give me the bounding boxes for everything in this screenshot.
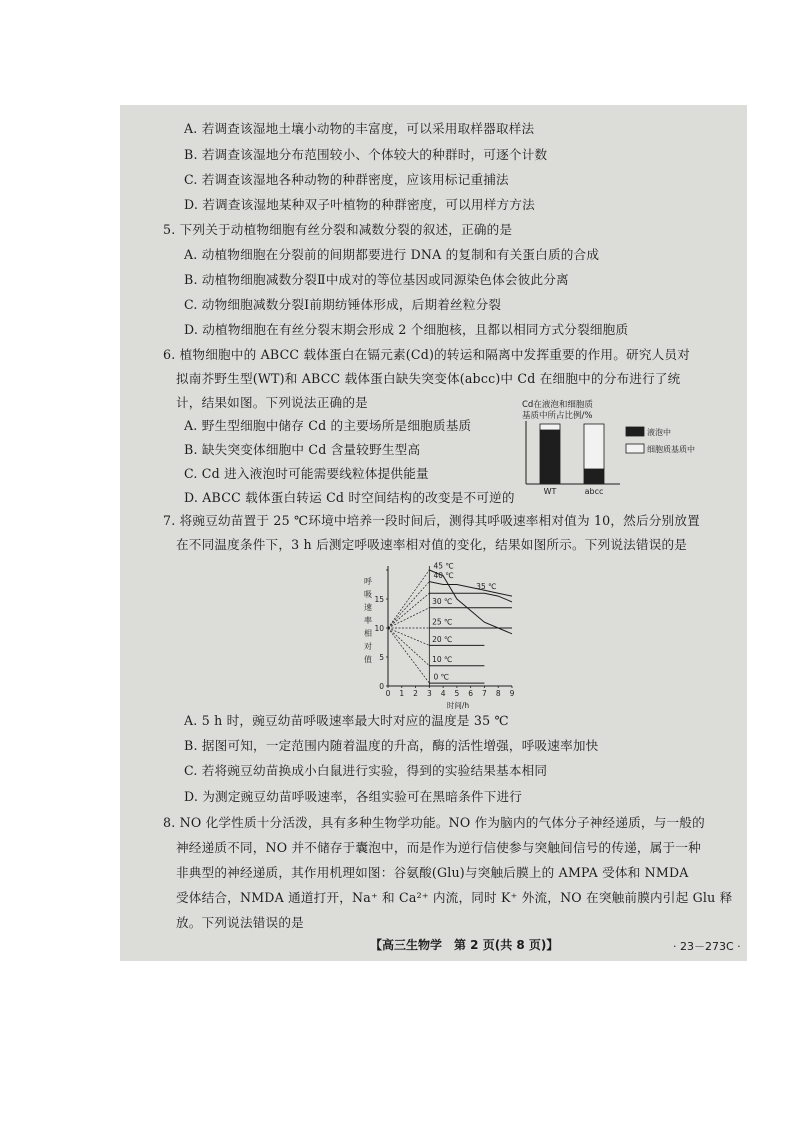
y-tick-label-5: 5: [379, 653, 384, 662]
exam-code: · 23－273C ·: [673, 940, 741, 953]
q4-option-b: B. 若调查该湿地分布范围较小、个体较大的种群时，可逐个计数: [184, 147, 548, 162]
legend-label-1: 细胞质基质中: [647, 445, 695, 454]
q4-option-c: C. 若调查该湿地各种动物的种群密度，应该用标记重捕法: [184, 172, 509, 187]
legend-swatch-1: [626, 444, 644, 453]
q8-stem-line-2: 神经递质不同，NO 并不储存于囊泡中，而是作为逆行信使参与突触间信号的传递，属于一种: [176, 840, 701, 855]
series-label-5: 20 ℃: [432, 634, 453, 644]
chart7-x-label: 时间/h: [446, 701, 470, 710]
chart6-x-labels: [544, 487, 604, 496]
legend-label-0: 液泡中: [647, 428, 671, 437]
q6-stem-line-3: 计，结果如图。下列说法正确的是: [176, 395, 368, 410]
q4-option-a: A. 若调查该湿地土壤小动物的丰富度，可以采用取样器取样法: [184, 121, 535, 136]
q6-option-d: D. ABCC 载体蛋白转运 Cd 时空间结构的改变是不可逆的: [184, 490, 515, 505]
q5-option-b: B. 动植物细胞减数分裂Ⅱ中成对的等位基因或同源染色体会彼此分离: [184, 272, 569, 287]
q6-stem-line-1: 6. 植物细胞中的 ABCC 载体蛋白在镉元素(Cd)的转运和隔离中发挥重要的作用。研究人员对: [163, 347, 690, 362]
dashed-6: [388, 628, 429, 666]
y-label-char-0: 呼: [364, 577, 372, 586]
y-label-char-4: 相: [364, 629, 372, 638]
bar-abcc-1: [584, 424, 604, 469]
q8-stem-line-3: 非典型的神经递质，其作用机理如图：谷氨酸(Glu)与突触后膜上的 AMPA 受体和 NMDA: [176, 865, 689, 880]
series-label-3: 30 ℃: [432, 597, 453, 607]
x-tick-label-0: 0: [385, 689, 391, 698]
series-line-1: [429, 582, 512, 597]
series-label-7: 0 ℃: [433, 672, 450, 682]
q6-option-b: B. 缺失突变体细胞中 Cd 含量较野生型高: [184, 442, 421, 457]
y-tick-label-15: 15: [374, 595, 384, 604]
y-label-char-1: 吸: [364, 590, 372, 599]
series-label-0: 45 ℃: [433, 561, 454, 571]
q6-option-c: C. Cd 进入液泡时可能需要线粒体提供能量: [184, 466, 429, 481]
dashed-1: [388, 582, 429, 628]
chart6-bars: [540, 424, 604, 484]
y-label-char-2: 速: [364, 603, 372, 612]
q7-option-a: A. 5 h 时，豌豆幼苗呼吸速率最大时对应的温度是 35 ℃: [184, 713, 509, 728]
x-tick-label-4: 4: [440, 689, 446, 698]
x-tick-label-5: 5: [454, 689, 460, 698]
x-tick-label-3: 3: [426, 689, 432, 698]
x-label-abcc: abcc: [584, 487, 604, 496]
bar-WT-0: [540, 430, 560, 484]
y-label-char-3: 率: [364, 616, 372, 625]
chart6-legend: [626, 427, 695, 454]
cd-distribution-chart: [512, 397, 732, 497]
q5-option-a: A. 动植物细胞在分裂前的间期都要进行 DNA 的复制和有关蛋白质的合成: [184, 247, 600, 262]
chart6-title-line-2: 基质中所占比例/%: [522, 411, 593, 421]
q5-option-c: C. 动物细胞减数分裂Ⅰ前期纺锤体形成，后期着丝粒分裂: [184, 297, 502, 312]
chart6-title-line-1: Cd在液泡和细胞质: [522, 400, 593, 410]
dashed-7: [388, 628, 429, 683]
q8-stem-line-1: 8. NO 化学性质十分活泼，具有多种生物学功能。NO 作为脑内的气体分子神经递质，与一般的: [163, 815, 705, 830]
q7-option-c: C. 若将豌豆幼苗换成小白鼠进行实验，得到的实验结果基本相同: [184, 763, 548, 778]
chart7-y-label: [364, 576, 372, 664]
q5-stem: 5. 下列关于动植物细胞有丝分裂和减数分裂的叙述，正确的是: [163, 222, 513, 237]
x-tick-label-6: 6: [468, 689, 474, 698]
series-label-2: 35 ℃: [476, 582, 497, 592]
y-label-char-5: 对: [364, 642, 372, 651]
dashed-0: [388, 570, 429, 628]
bar-WT-1: [540, 424, 560, 430]
x-label-WT: WT: [543, 487, 557, 496]
q7-stem-line-1: 7. 将豌豆幼苗置于 25 ℃环境中培养一段时间后，测得其呼吸速率相对值为 10，然后分别放置: [163, 513, 700, 528]
q4-option-d: D. 若调查该湿地某种双子叶植物的种群密度，可以用样方方法: [184, 197, 535, 212]
q5-option-d: D. 动植物细胞在有丝分裂末期会形成 2 个细胞核，且都以相同方式分裂细胞质: [184, 322, 629, 337]
bar-abcc-0: [584, 469, 604, 484]
series-label-4: 25 ℃: [432, 617, 453, 627]
y-tick-label-0: 0: [379, 682, 384, 691]
x-tick-label-9: 9: [509, 689, 515, 698]
x-tick-label-7: 7: [482, 689, 487, 698]
q8-stem-line-4: 受体结合，NMDA 通道打开，Na⁺ 和 Ca²⁺ 内流，同时 K⁺ 外流，NO 在突触前膜内引起 Glu 释: [176, 890, 733, 905]
q6-option-a: A. 野生型细胞中储存 Cd 的主要场所是细胞质基质: [184, 418, 472, 433]
y-label-char-6: 值: [364, 655, 372, 664]
legend-swatch-0: [626, 427, 644, 436]
chart7-series: [388, 561, 512, 683]
exam-page: [120, 105, 747, 961]
q8-stem-line-5: 放。下列说法错误的是: [176, 915, 304, 930]
respiration-rate-chart: [360, 560, 520, 710]
x-tick-label-2: 2: [413, 689, 418, 698]
q6-stem-line-2: 拟南芥野生型(WT)和 ABCC 载体蛋白缺失突变体(abcc)中 Cd 在细胞中的分布进行了统: [176, 371, 681, 386]
x-tick-label-8: 8: [495, 689, 501, 698]
q7-option-d: D. 为测定豌豆幼苗呼吸速率，各组实验可在黑暗条件下进行: [184, 789, 523, 804]
q7-option-b: B. 据图可知，一定范围内随着温度的升高，酶的活性增强，呼吸速率加快: [184, 738, 599, 753]
dashed-3: [388, 608, 429, 628]
q7-stem-line-2: 在不同温度条件下，3 h 后测定呼吸速率相对值的变化，结果如图所示。下列说法错误的是: [176, 537, 688, 552]
page-footer: 【高三生物学 第 2 页(共 8 页)】: [370, 938, 559, 952]
series-label-6: 10 ℃: [432, 655, 453, 665]
series-label-1: 40 ℃: [433, 571, 454, 581]
y-tick-label-10: 10: [374, 624, 384, 633]
x-tick-label-1: 1: [399, 689, 405, 698]
